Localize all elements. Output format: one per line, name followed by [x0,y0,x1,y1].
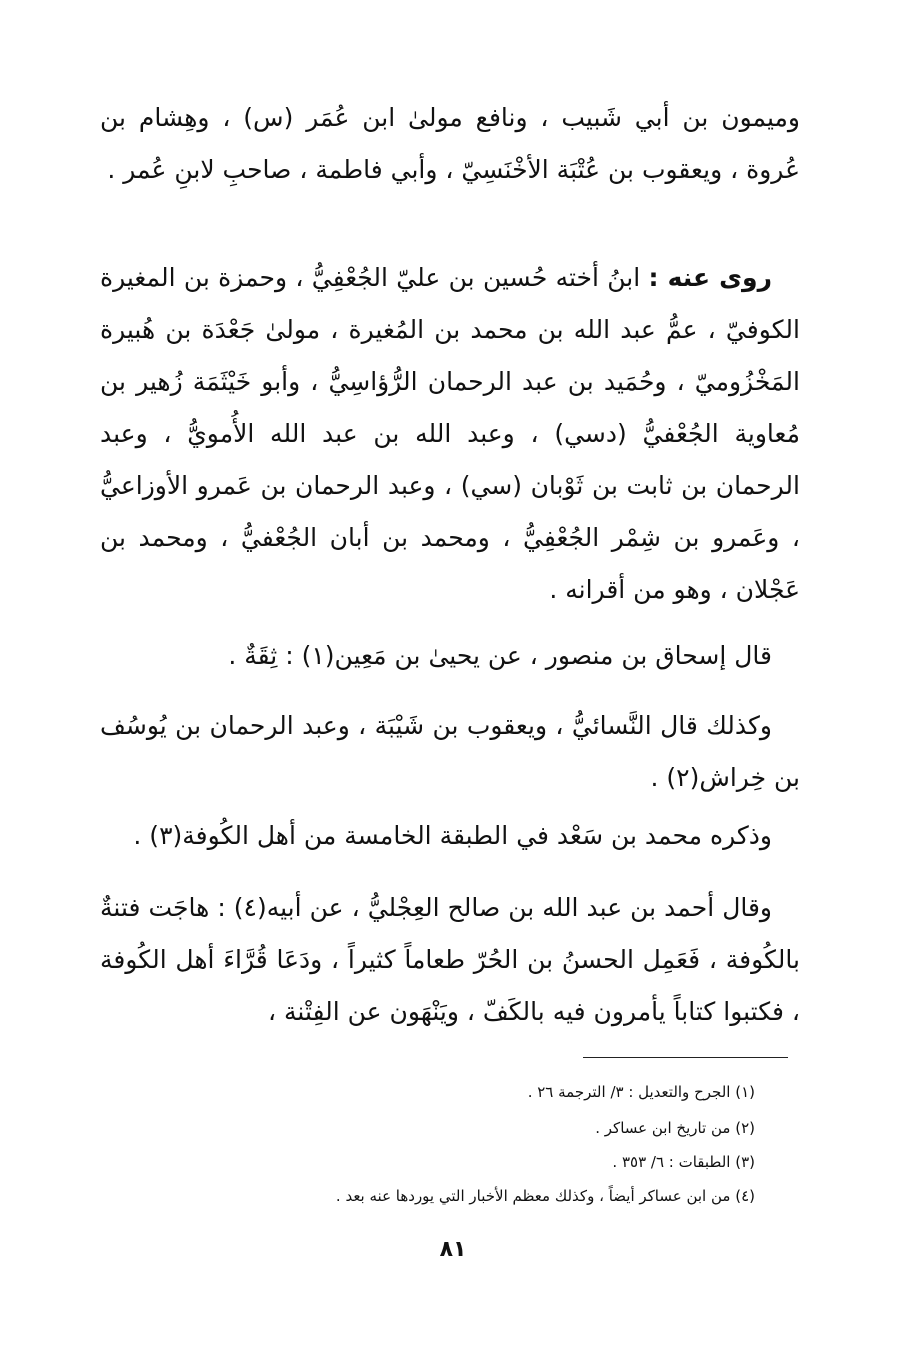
footnote-3: (٣) الطبقات : ٦/ ٣٥٣ . [612,1153,755,1171]
paragraph-narrators [100,252,800,616]
paragraph-1: وميمون بن أبي شَبيب ، ونافع مولىٰ ابن عُمَر (س) ، وهِشام بن عُروة ، ويعقوب بن عُتْبَة الأخْنَسِيّ ، وأبي فاطمة ، صاحبِ لابنِ عُمر . [100,103,800,184]
paragraph-nasai: وكذلك قال النَّسائيُّ ، ويعقوب بن شَيْبَة ، وعبد الرحمان بن يُوسُف بن خِراش(٢) . [100,711,800,792]
footnote-1: (١) الجرح والتعديل : ٣/ الترجمة ٢٦ . [527,1083,755,1101]
paragraph-ibn-maeen: قال إسحاق بن منصور ، عن يحيىٰ بن مَعِين(١) : ثِقَةٌ . [228,641,772,670]
footnote-divider [583,1057,788,1058]
page-number: ٨١ [439,1237,467,1262]
footnote-4: (٤) من ابن عساكر أيضاً ، وكذلك معظم الأخبار التي يوردها عنه بعد . [335,1187,755,1205]
narrators-text: ابنُ أخته حُسين بن عليّ الجُعْفِيُّ ، وحمزة بن المغيرة الكوفيّ ، عمُّ عبد الله بن محمد بن المُغيرة ، مولىٰ جَعْدَة بن هُبيرة المَخْزُوميّ ، وحُمَيد بن عبد الرحمان الرُّؤاسِيُّ ، وأبو خَيْثَمَة زُهير بن مُعاوية الجُعْفيُّ (دسي) ، وعبد الله بن عبد الله الأُمويُّ ، وعبد الرحمان بن ثابت بن ثَوْبان (سي) ، وعبد الرحمان بن عَمرو الأوزاعيُّ ، وعَمرو بن شِمْر الجُعْفِيُّ ، ومحمد بن أبان الجُعْفيُّ ، ومحمد بن عَجْلان ، وهو من أقرانه . [100,263,800,604]
paragraph-ibn-saad: وذكره محمد بن سَعْد في الطبقة الخامسة من أهل الكُوفة(٣) . [133,821,772,850]
paragraph-ijli: وقال أحمد بن عبد الله بن صالح العِجْليُّ ، عن أبيه(٤) : هاجَت فتنةٌ بالكُوفة ، فَعَمِل الحسنُ بن الحُرّ طعاماً كثيراً ، ودَعَا قُرَّاءَ أهل الكُوفة ، فكتبوا كتاباً يأمرون فيه بالكَفّ ، ويَنْهَون عن الفِتْنة ، [100,893,800,1026]
footnote-2: (٢) من تاريخ ابن عساكر . [595,1119,755,1137]
narrators-label: روى عنه : [648,263,772,292]
